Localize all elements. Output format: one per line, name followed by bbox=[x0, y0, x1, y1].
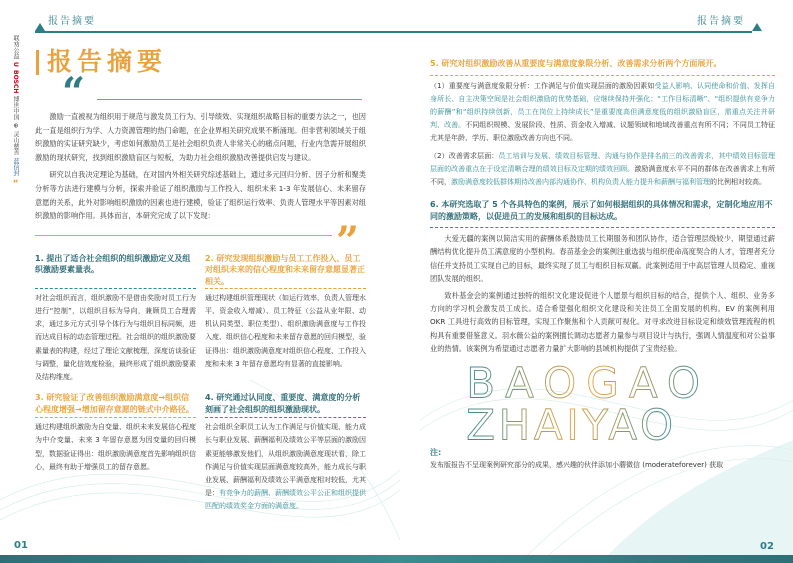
case-paragraph: 大爱无疆的案例以简洁实用的薪酬体系鼓励员工长期服务和团队协作，适合管理层级较少、期望通过薪酬结构优化提升员工满意度的小型机构。春苗基金会的案例注重选拔与组织使命高度契合的人才，管理者充分信任并支持员工实现自己的目标，最终实现了员工与组织目标双赢。此案例适用于中高层管理人员稳定、重视团队发展的组织。 bbox=[430, 234, 776, 283]
close-quote-icon: ” bbox=[336, 217, 360, 265]
header-triangle-icon bbox=[752, 23, 762, 31]
finding-2 bbox=[205, 253, 366, 384]
section-header-label: 报告摘要 bbox=[48, 16, 96, 27]
right-page-content bbox=[430, 58, 775, 470]
logo-lianquan: 联劝公益 bbox=[12, 35, 19, 59]
body-text: 激励满意度水平不同的群体在改善需求上有所不同， bbox=[430, 164, 776, 186]
open-quote-icon: “ bbox=[62, 69, 86, 116]
finding-para-1 bbox=[430, 80, 775, 146]
section-header-label-right: 报告摘要 bbox=[697, 16, 745, 27]
findings-grid bbox=[35, 253, 366, 514]
finding-6 bbox=[430, 199, 775, 355]
divider bbox=[205, 417, 366, 418]
finding-heading: 3. 研究验证了改善组织激励满意度→组织信心程度增强→增加留存意愿的链式中介路径。 bbox=[35, 393, 194, 414]
body-text: （2）改善需求层面： bbox=[430, 151, 499, 160]
page-number-right: 02 bbox=[760, 541, 774, 552]
divider bbox=[430, 227, 775, 228]
logo-lanxinfeng: 蓝信封 bbox=[12, 158, 19, 177]
logo-circle: ⊕ bbox=[12, 123, 19, 129]
finding-heading: 4. 研究通过认同度、重要度、满意度的分析刻画了社会组织的组织激励现状。 bbox=[205, 393, 361, 414]
header-rule bbox=[35, 31, 400, 33]
finding-heading: 6. 本研究选取了 5 个各具特色的案例，展示了如何根据组织的具体情况和需求，定制化地应用不同的激励策略，以促进员工的发展和组织的目标达成。 bbox=[430, 200, 773, 221]
finding-body: 对社会组织而言，组织激励不是借由奖励对员工行为进行“控制”，以组织目标为导向，兼顾员工合理需求，通过多元方式引导个体行为与组织目标同频，进而达成目标的动态管理过程。社会组织的组织激励要素量表的构建，经过了理论文献梳理，深度访谈验证与调整，量化信效度检验，最终形成了组织激励要素及结构维度。 bbox=[35, 293, 196, 381]
divider bbox=[35, 288, 196, 289]
note-label: 注: bbox=[430, 447, 442, 457]
highlight-text: 有竞争力的薪酬、薪酬绩效公平公正和组织提供匹配的绩效奖金方面的满意度。 bbox=[205, 489, 366, 511]
logo-lingshan: 灵山慈善 bbox=[12, 131, 19, 156]
header-rule-right bbox=[400, 31, 752, 33]
body-text: 社会组织全职员工认为工作满足与价值实现、能力成长与职业发展、薪酬福利及绩效公平等层面的激励因素更能够激发他们，从组织激励满意度现状看，除工作满足与价值实现层面满意度较高外，能力成长与职业发展、薪酬福利及绩效公平满意度相对较低，尤其是： bbox=[205, 423, 366, 498]
body-text: 的比例相对较高。 bbox=[710, 177, 766, 186]
finding-body bbox=[205, 421, 366, 513]
finding-heading: 5. 研究对组织激励改善从重要度与满意度象限分析、改善需求分析两个方面展开。 bbox=[430, 59, 722, 68]
divider bbox=[430, 75, 775, 76]
logo-hourglass: ⧗ bbox=[12, 179, 19, 184]
finding-5 bbox=[430, 58, 775, 189]
quote-rule bbox=[97, 99, 362, 100]
highlight-text: 受益人影响、认同使命和价值、发挥自身所长、自主决策空间是社会组织激励的优势基础，应继续保持并强化；“工作目标清晰”、“组织提供有竞争力的薪酬”和“组织持续创新，员工在岗位上持续成长”是重要度高但满意度低的组织激励盲区，需重点关注并研判、改善。 bbox=[430, 81, 775, 130]
highlight-text: 员工培训与发展、绩效目标管理、沟通与协作是排名前三的改善需求，其中绩效目标管理层面的改善重点在于设定清晰合理的绩效目标及定期的绩效回顾。 bbox=[430, 151, 775, 173]
deco-line-1: BAOGAO bbox=[466, 358, 710, 408]
note-text: 发布版报告不呈现案例研究部分的成果，感兴趣的伙伴添加小蘑微信 (moderateforever) 获取 bbox=[430, 460, 724, 469]
divider bbox=[35, 417, 196, 418]
finding-heading: 1. 提出了适合社会组织的组织激励定义及组织激励要素量表。 bbox=[35, 253, 191, 275]
closing-rule bbox=[35, 235, 332, 236]
divider bbox=[205, 288, 366, 289]
intro-paragraph: 激励一直被视为组织用于规范与激发员工行为、引导绩效、实现组织战略目标的重要方法之一，也因此一直是组织行为学、人力资源管理的热门命题，在企业界相关研究成果不断涌现。但非营利领域关于组织激励的实证研究缺少，考虑如何激励员工是社会组织负责人非常关心的痛点问题，行业内急需开展组织激励的现状研究，找到组织激励盲区与短板，为助力社会组织激励改善提供启发与建议。 bbox=[35, 112, 366, 162]
logo-bosch: BOSCH bbox=[12, 69, 19, 94]
title-bar bbox=[36, 50, 39, 75]
body-text: （1）重要度与满意度象限分析：工作满足与价值实现层面的激励因素如 bbox=[430, 81, 655, 90]
finding-para-2 bbox=[430, 150, 775, 190]
finding-3 bbox=[35, 392, 196, 513]
decorative-title bbox=[450, 359, 740, 443]
logo-u: U bbox=[12, 62, 19, 67]
case-paragraph: 致朴基金会的案例通过独特的组织文化建设促进个人愿景与组织目标的结合，提供个人、组织、业务多方向的学习机会激发员工成长。适合希望强化组织文化建设和关注员工全面发展的机构。EV 的案例利用 OKR 工具进行高效的目标管理，实现工作聚焦和个人贡献可视化。对寻求改进目标设定和绩效管理流程的机构具有重要借鉴意义。羽水薇公益的案例擅长调动志愿者力量参与项目设计与执行，强调人情温度和对公益事业的热情。该案例为希望通过志愿者力量扩大影响的县域机构提供了宝贵经验。 bbox=[430, 290, 776, 353]
body-text: 不同组织规模、发展阶段、性质、资金收入增减、议题领域和地域改善重点有所不同；不同员工特征尤其是年龄、学历、职位激励改善方向也不同。 bbox=[430, 121, 776, 143]
finding-heading: 2. 研究发现组织激励与员工工作投入、员工对组织未来的信心程度和未来留存意愿显著正相关。 bbox=[205, 253, 365, 286]
header-triangle-icon bbox=[35, 23, 45, 31]
page-number-left: 01 bbox=[14, 540, 28, 551]
deco-line-2: ZHAIYAO bbox=[466, 400, 677, 443]
logo-bosch-china: 博世中国 bbox=[12, 96, 19, 121]
finding-1 bbox=[35, 253, 196, 384]
intro-paragraph: 研究以自我决定理论为基础，在对国内外相关研究综述基础上，通过多元回归分析、因子分析和聚类分析等方法进行建模与分析，探索并验证了组织激励与工作投入、组织未来 1-3 年发展信心、未来留存意愿的关系，此外对影响组织激励的因素也进行建模，验证了组织运行效率、负责人管理水平等因素对组织激励的影响作用。具体而言，本研究完成了以下发现： bbox=[35, 170, 366, 221]
page-title: 报告摘要 bbox=[47, 47, 168, 76]
finding-body: 通过构建组织激励为自变量、组织未来发展信心程度为中介变量、未来 3 年留存意愿为因变量的回归模型，数据验证得出：组织激励满意度首先影响组织信心，最终有助于增强员工的留存意愿。 bbox=[35, 423, 196, 471]
finding-body: 通过构建组织管理现状（如运行效率、负责人管理水平、资金收入增减）、员工特征（公益从业年限、动机认同类型、职位类型）、组织激励满意度与工作投入度、组织信心程度和未来留存意愿的回归模型，验证得出：组织激励满意度对组织信心程度、工作投入度和未来 3 年留存意愿均有显著的直接影响。 bbox=[205, 293, 366, 368]
left-page-content bbox=[35, 110, 366, 514]
highlight-text: 激励满意度较低群体期待改善内部沟通协作、机构负责人能力提升和薪酬与福利管理 bbox=[451, 177, 710, 186]
footer-bar bbox=[0, 555, 793, 563]
partner-logos bbox=[7, 35, 23, 184]
finding-4 bbox=[205, 392, 366, 513]
